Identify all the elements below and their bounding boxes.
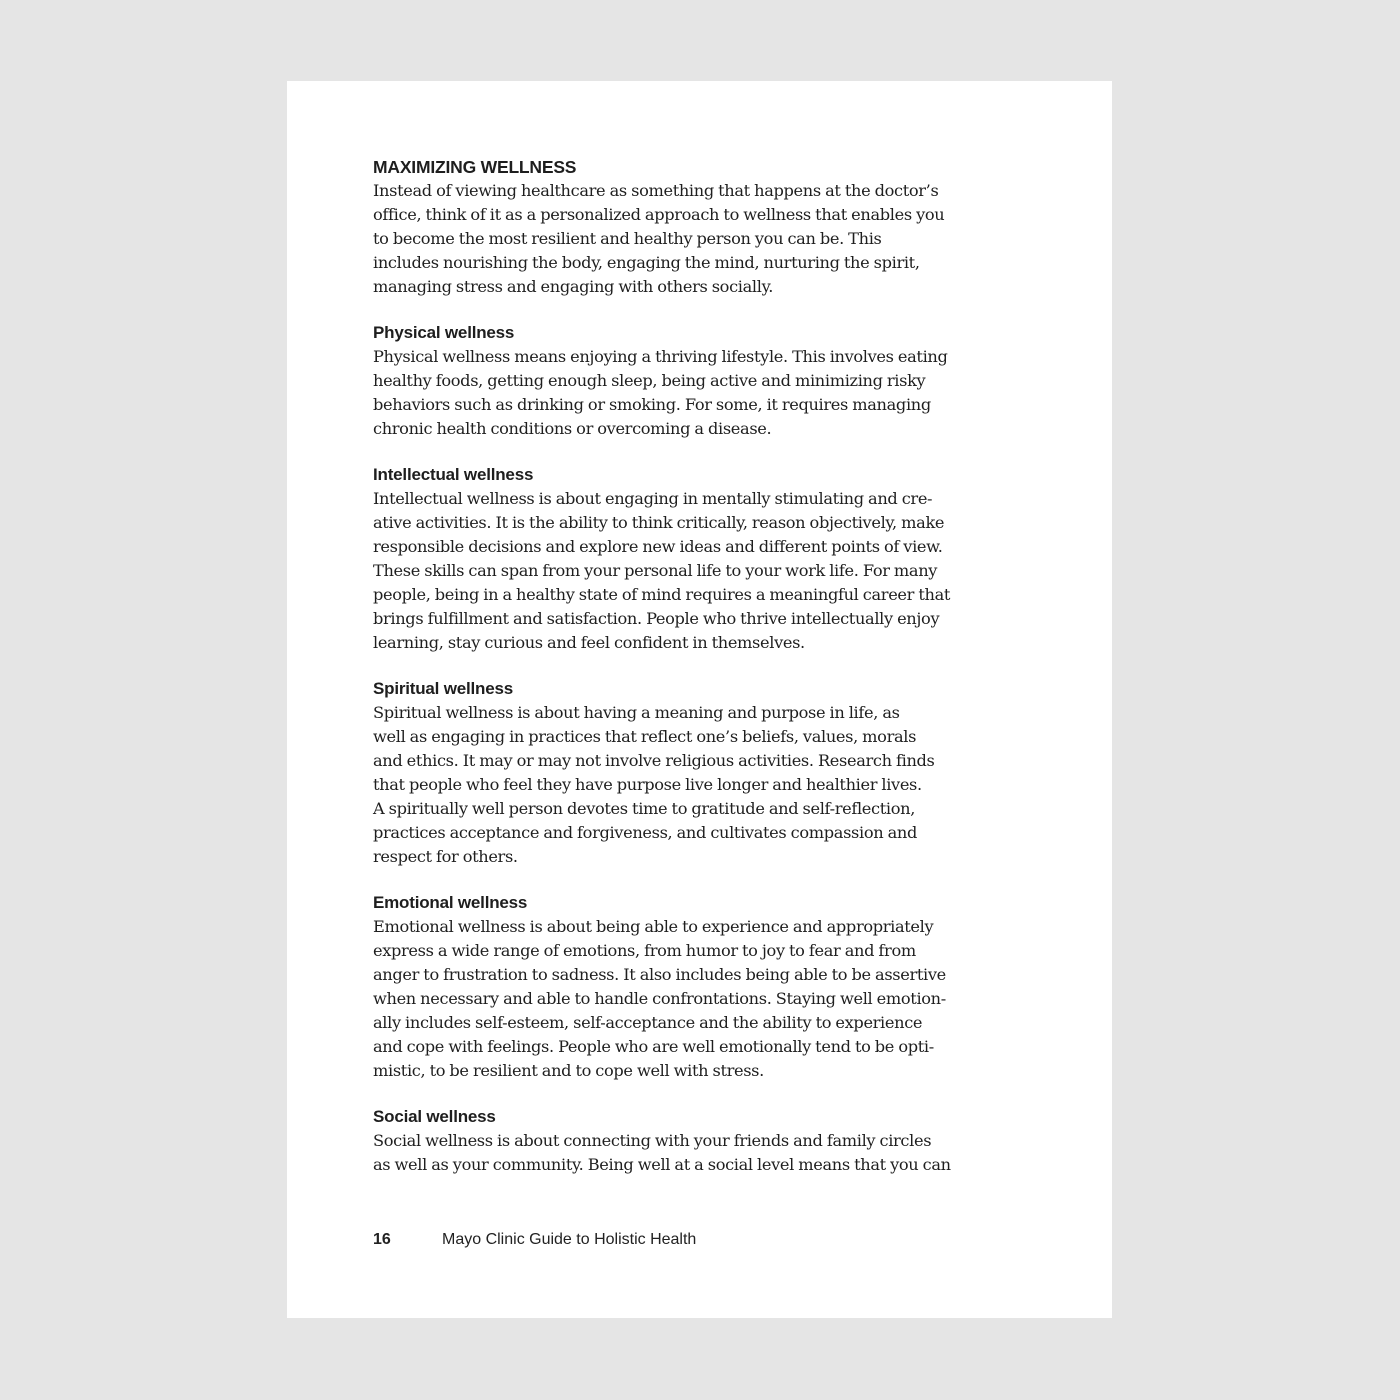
- paragraph-line: express a wide range of emotions, from humor to joy to fear and from: [373, 941, 916, 960]
- paragraph-line: to become the most resilient and healthy person you can be. This: [373, 229, 882, 248]
- paragraph-line: when necessary and able to handle confrontations. Staying well emotion-: [373, 989, 946, 1008]
- section: [373, 157, 1013, 299]
- paragraph-line: practices acceptance and forgiveness, and cultivates compassion and: [373, 823, 917, 842]
- paragraph-line: Emotional wellness is about being able to experience and appropriately: [373, 917, 934, 936]
- section: [373, 465, 1013, 655]
- paragraph-line: These skills can span from your personal life to your work life. For many: [373, 561, 938, 580]
- paragraph-line: Social wellness is about connecting with your friends and family circles: [373, 1131, 932, 1150]
- paragraph-line: respect for others.: [373, 847, 518, 866]
- paragraph-line: learning, stay curious and feel confident in themselves.: [373, 633, 805, 652]
- paragraph-line: ative activities. It is the ability to think critically, reason objectively, make: [373, 513, 945, 532]
- paragraph-line: Intellectual wellness is about engaging in mentally stimulating and cre-: [373, 489, 933, 508]
- paragraph-line: managing stress and engaging with others socially.: [373, 277, 774, 296]
- paragraph-line: well as engaging in practices that reflect one’s beliefs, values, morals: [373, 727, 917, 746]
- book-title: Mayo Clinic Guide to Holistic Health: [442, 1231, 697, 1248]
- section-heading: Spiritual wellness: [373, 679, 514, 698]
- paragraph-line: chronic health conditions or overcoming a disease.: [373, 419, 772, 438]
- section-heading: Emotional wellness: [373, 893, 528, 912]
- section-heading: Social wellness: [373, 1107, 496, 1126]
- section-paragraph: [373, 1129, 1013, 1177]
- paragraph-line: people, being in a healthy state of mind requires a meaningful career that: [373, 585, 951, 604]
- paragraph-line: that people who feel they have purpose live longer and healthier lives.: [373, 775, 922, 794]
- page-heading: MAXIMIZING WELLNESS: [373, 157, 577, 177]
- paragraph-line: office, think of it as a personalized approach to wellness that enables you: [373, 205, 945, 224]
- paragraph-line: ally includes self-esteem, self-acceptance and the ability to experience: [373, 1013, 923, 1032]
- paragraph-line: behaviors such as drinking or smoking. For some, it requires managing: [373, 395, 931, 414]
- section-heading: Physical wellness: [373, 323, 515, 342]
- paragraph-line: brings fulfillment and satisfaction. People who thrive intellectually enjoy: [373, 609, 940, 628]
- section-paragraph: [373, 701, 1013, 869]
- section: [373, 893, 1013, 1083]
- paragraph-line: healthy foods, getting enough sleep, being active and minimizing risky: [373, 371, 926, 390]
- section: [373, 1107, 1013, 1177]
- page-content: [373, 157, 1013, 1201]
- section-paragraph: [373, 487, 1013, 655]
- paragraph-line: Spiritual wellness is about having a meaning and purpose in life, as: [373, 703, 900, 722]
- section-paragraph: [373, 915, 1013, 1083]
- paragraph-line: anger to frustration to sadness. It also includes being able to be assertive: [373, 965, 946, 984]
- section-heading: Intellectual wellness: [373, 465, 534, 484]
- paragraph-line: A spiritually well person devotes time to gratitude and self-reflection,: [373, 799, 916, 818]
- paragraph-line: and ethics. It may or may not involve religious activities. Research finds: [373, 751, 935, 770]
- document-page: [287, 81, 1112, 1318]
- section: [373, 323, 1013, 441]
- paragraph-line: includes nourishing the body, engaging the mind, nurturing the spirit,: [373, 253, 920, 272]
- paragraph-line: responsible decisions and explore new ideas and different points of view.: [373, 537, 943, 556]
- paragraph-line: as well as your community. Being well at a social level means that you can: [373, 1155, 951, 1174]
- paragraph-line: mistic, to be resilient and to cope well with stress.: [373, 1061, 764, 1080]
- page-number: 16: [373, 1231, 391, 1248]
- paragraph-line: Physical wellness means enjoying a thriving lifestyle. This involves eating: [373, 347, 948, 366]
- paragraph-line: and cope with feelings. People who are well emotionally tend to be opti-: [373, 1037, 934, 1056]
- section-paragraph: [373, 345, 1013, 441]
- section: [373, 679, 1013, 869]
- paragraph-line: Instead of viewing healthcare as something that happens at the doctor’s: [373, 181, 939, 200]
- section-paragraph: [373, 179, 1013, 299]
